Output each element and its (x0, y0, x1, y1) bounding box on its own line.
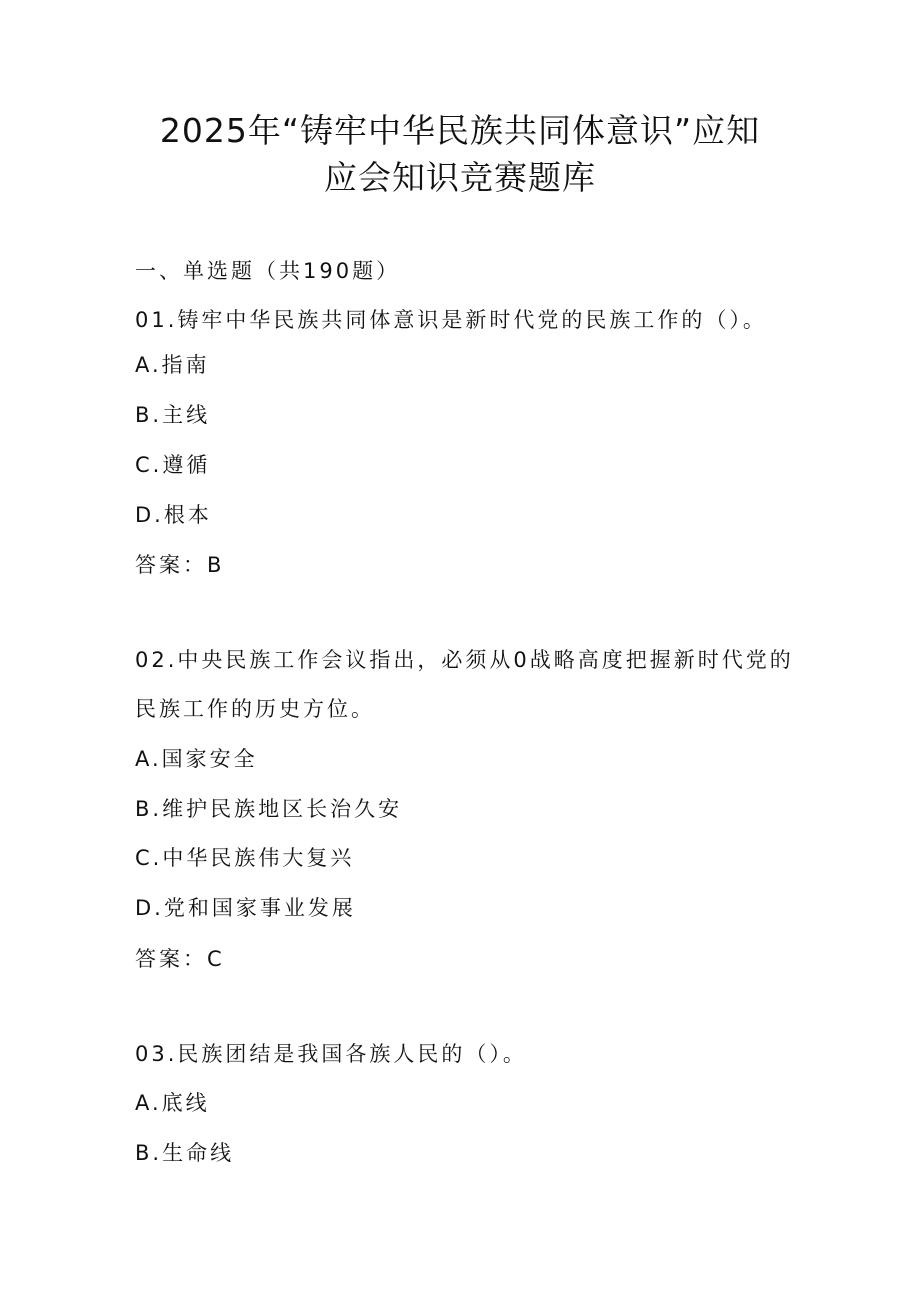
question-01-option-a: A.指南 (135, 353, 210, 377)
section-heading: 一、单选题（共190题） (135, 259, 401, 283)
question-02-option-b: B.维护民族地区长治久安 (135, 797, 403, 821)
question-01-option-c: C.遵循 (135, 453, 211, 477)
document-title-line-1: 2025年“铸牢中华民族共同体意识”应知 (159, 111, 761, 150)
question-01-answer: 答案：B (135, 553, 225, 577)
question-02-answer: 答案：C (135, 947, 225, 971)
question-02-option-c: C.中华民族伟大复兴 (135, 846, 355, 870)
question-03-option-b: B.生命线 (135, 1141, 235, 1165)
question-02-option-d: D.党和国家事业发展 (135, 896, 356, 920)
question-01-option-d: D.根本 (135, 503, 212, 527)
question-02-option-a: A.国家安全 (135, 747, 258, 771)
question-03-option-a: A.底线 (135, 1091, 210, 1115)
document-title-line-2: 应会知识竞赛题库 (324, 158, 596, 197)
question-02-stem-line-2: 民族工作的历史方位。 (135, 697, 375, 721)
question-02-stem-line-1: 02.中央民族工作会议指出，必须从0战略高度把握新时代党的 (135, 648, 794, 672)
question-01-stem: 01.铸牢中华民族共同体意识是新时代党的民族工作的（）。 (135, 308, 767, 332)
question-03-stem: 03.民族团结是我国各族人民的（）。 (135, 1042, 527, 1066)
question-01-option-b: B.主线 (135, 403, 211, 427)
